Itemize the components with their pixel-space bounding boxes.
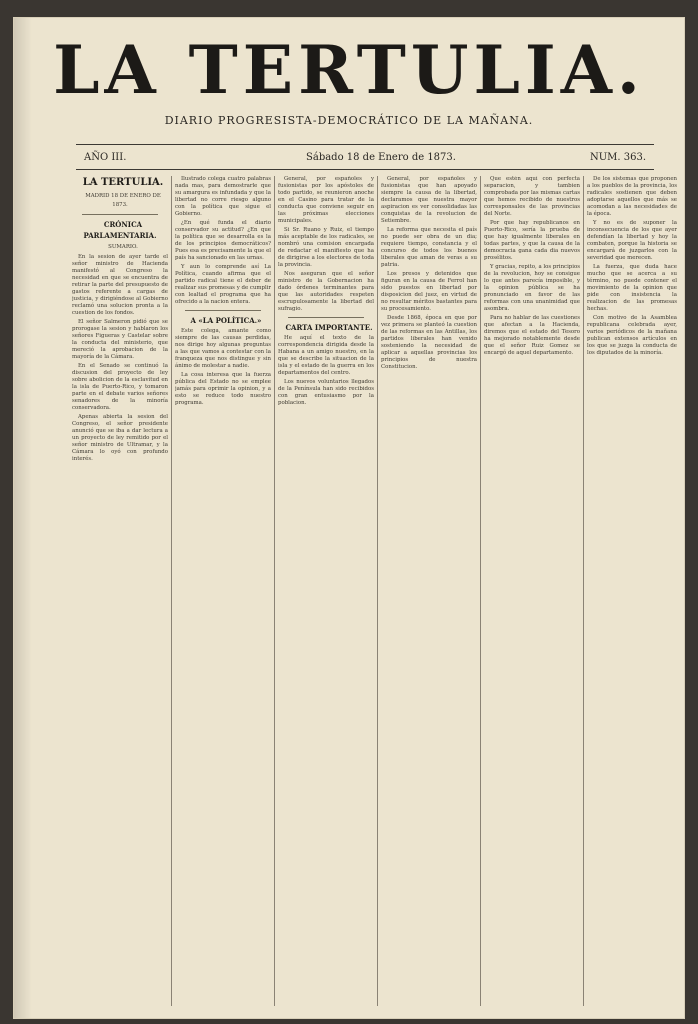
column-4 [381, 176, 477, 1006]
paragraph: Desde 1868, época en que por vez primera se planteó la cuestion de las reformas en las Antillas, los partidos liberales han venido sosteniendo la necesidad de aplicar a aquellas provincias los principios de nuestra Constitucion. [381, 315, 477, 370]
section-title: CRÓNICA PARLAMENTARIA. [83, 220, 157, 240]
divider [185, 310, 261, 311]
paragraph: Y aun lo comprende así La Política, cuando afirma que el partido radical tiene el deber de realizar sus promesas y de cumplir con lealtad el programa que ha ofrecido a la nacion entera. [175, 264, 271, 305]
issue-date: Sábado 18 de Enero de 1873. [306, 152, 456, 163]
paragraph: La reforma que necesita el país no puede ser obra de un dia; requiere tiempo, constancia y el concurso de todos los buenos liberales que aman de veras a su patria. [381, 227, 477, 268]
paragraph: De los sistemas que proponen a los pueblos de la provincia, los radicales sostienen que deben adoptarse aquellos que más se acomodan a las necesidades de la época. [587, 176, 677, 217]
paragraph: General, por españoles y fusionistas por los apóstoles de todo partido, se reunieron anoche en el Casino para tratar de la conducta que conviene seguir en las próximas elecciones municipales. [278, 176, 374, 224]
issue-number: NUM. 363. [589, 152, 646, 163]
column-2 [175, 176, 271, 1006]
paragraph: He aquí el texto de la correspondencia dirigida desde la Habana a un amigo nuestro, en la que se describe la situacion de la isla y el estado de la guerra en los departamentos del centro. [278, 335, 374, 376]
column-separator [583, 176, 584, 1006]
divider [288, 317, 364, 318]
paragraph: Para no hablar de las cuestiones que afectan a la Hacienda, diremos que el estado del Tesoro ha mejorado notablemente desde que el señor Ruiz Gomez se encargó de aquel departamento. [484, 315, 580, 356]
paragraph: Por que hay republicanos en Puerto-Rico, sería la prueba de que hay igualmente liberales en todas partes, y que la causa de la democracia gana cada dia nuevos prosélitos. [484, 220, 580, 261]
column-5 [484, 176, 580, 1006]
section-kicker: SUMARIO. [108, 244, 138, 250]
paragraph: En la sesion de ayer tarde el señor ministro de Hacienda manifestó al Congreso la necesidad en que se encuentra de retirar la parte del presupuesto de gastos referente a cargas de justicia, y dirigiéndose al Gobierno reclamó una solucion pronta a la cuestion de los fondos. [72, 254, 168, 316]
paragraph: La cosa interesa que la fuerza pública del Estado no se emplee jamás para oprimir la opinion, y a esto se reduce todo nuestro programa. [175, 372, 271, 406]
column-separator [171, 176, 172, 1006]
dateline-bar [76, 148, 654, 168]
column-6 [587, 176, 677, 1006]
paragraph: Y gracias, repito, a los principios de la revolucion, hoy se consigue lo que antes parecía imposible, y la opinion pública se ha pronunciado en favor de las reformas con una unanimidad que asombra. [484, 264, 580, 312]
paragraph: Apenas abierta la sesion del Congreso, el señor presidente anunció que se iba a dar lectura a un proyecto de ley remitido por el señor ministro de Ultramar, y la Cámara lo oyó con profundo interés. [72, 414, 168, 462]
masthead-subtitle: DIARIO PROGRESISTA-DEMOCRÁTICO DE LA MAÑANA. [164, 114, 534, 127]
page-fold-shadow [14, 18, 32, 1018]
paragraph: Si Sr. Ruano y Ruiz, el tiempo más aceptable de los radicales, se nombró una comision encargada de redactar el manifiesto que ha de dirigirse a los electores de toda la provincia. [278, 227, 374, 268]
paragraph: Los nuevos voluntarios llegados de la Península han sido recibidos con gran entusiasmo por la poblacion. [278, 379, 374, 406]
column-separator [274, 176, 275, 1006]
paragraph: General, por españoles y fusionistas que han apoyado siempre la causa de la libertad, declaramos que nuestra mayor aspiracion es ver consolidadas las conquistas de la revolucion de Setiembre. [381, 176, 477, 224]
column-heading: LA TERTULIA. [82, 177, 164, 188]
column-separator [480, 176, 481, 1006]
paragraph: En el Senado se continuó la discusion del proyecto de ley sobre abolicion de la esclavitud en la isla de Puerto-Rico, y tomaron parte en el debate varios señores senadores de la minoría conservadora. [72, 363, 168, 411]
paragraph: Ilustrado colega cuatro palabras nada mas, para demostrarle que su amargura es infundada y que la libertad no corre riesgo alguno con la política que sigue el Gobierno. [175, 176, 271, 217]
column-3 [278, 176, 374, 1006]
paragraph: Nos aseguran que el señor ministro de la Gobernacion ha dado órdenes terminantes para que las autoridades respeten escrupulosamente la libertad del sufragio. [278, 271, 374, 312]
paragraph: El señor Salmeron pidió que se prorogase la sesion y hablaron los señores Figueras y Castelar sobre la conducta del ministerio, que mereció la aprobacion de la mayoría de la Cámara. [72, 319, 168, 360]
column-separator [377, 176, 378, 1006]
paragraph: ¿En qué funda el diario conservador su actitud? ¿En que la política que se desarrolla es la de los principios democráticos? Pues esa es precisamente la que el país ha sancionado en las urnas. [175, 220, 271, 261]
newspaper-page [14, 18, 684, 1018]
paragraph: Con motivo de la Asamblea republicana celebrada ayer, varios periódicos de la mañana publican extensos artículos en los que se juzga la conducta de los diputados de la minoría. [587, 315, 677, 356]
column-dateline: MADRID 18 DE ENERO DE 1873. [85, 193, 161, 208]
paragraph: Y no es de suponer la inconsecuencia de los que ayer defendían la libertad y hoy la combaten, porque la historia se encargará de juzgarlos con la severidad que merecen. [587, 220, 677, 261]
bottom-rule [76, 169, 654, 170]
paragraph: Los presos y detenidos que figuran en la causa de Ferrol han sido puestos en libertad por disposicion del juez, en virtud de no resultar méritos bastantes para su procesamiento. [381, 271, 477, 312]
paragraph: Que estén aquí con perfecta separacion, y tambien comprobada por las mismas cartas que hemos recibido de nuestros corresponsales de las provincias del Norte. [484, 176, 580, 217]
paragraph: La fuerza, que duda hace mucho que se acerca a su término, no puede contener el movimiento de la opinion que pide con insistencia la realizacion de las promesas hechas. [587, 264, 677, 312]
masthead-title: LA TERTULIA. [53, 31, 645, 109]
column-1 [72, 176, 168, 1006]
top-rule [76, 144, 654, 145]
divider [82, 214, 158, 215]
year-label: AÑO III. [84, 152, 127, 163]
section-title: A «LA POLÍTICA.» [190, 316, 262, 325]
paragraph: Este colega, amante como siempre de las causas perdidas, nos dirige hoy algunas preguntas a las que vamos a contestar con la franqueza que nos distingue y sin ánimo de molestar a nadie. [175, 328, 271, 369]
section-title: CARTA IMPORTANTE. [285, 323, 373, 332]
